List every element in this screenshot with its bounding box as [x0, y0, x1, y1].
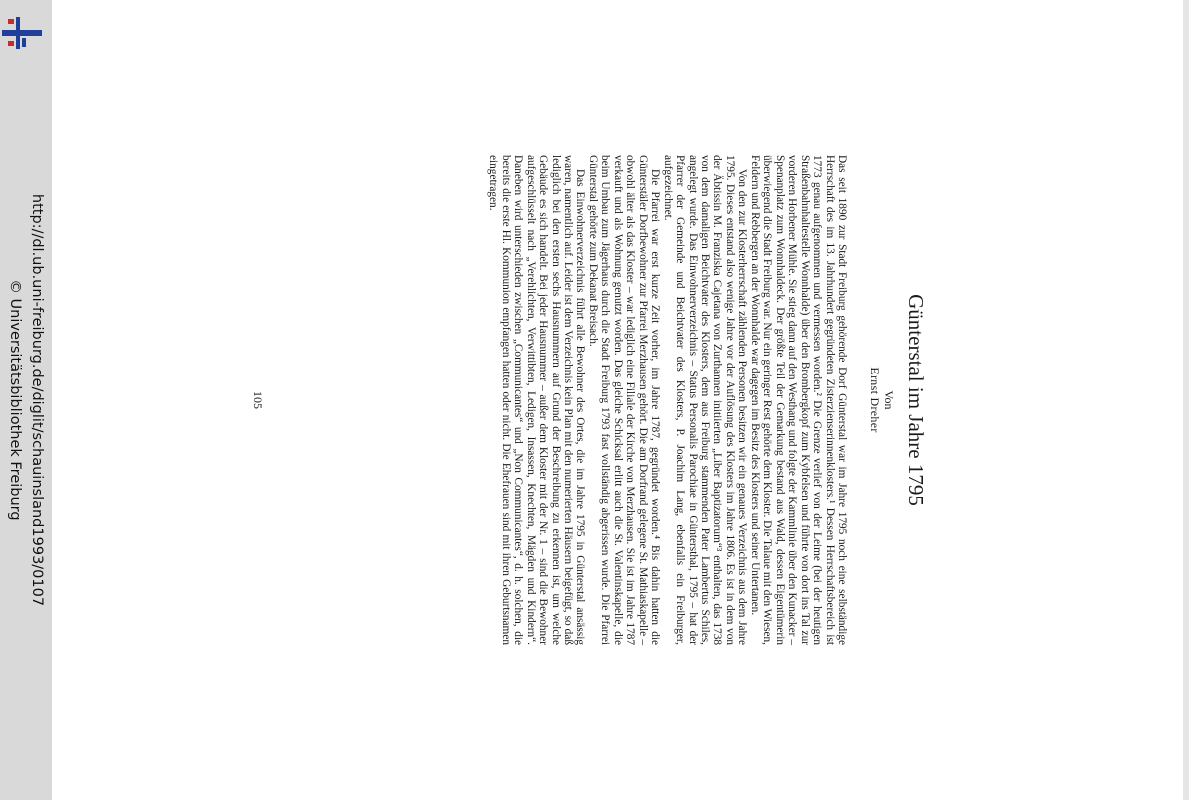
- page-number: 105: [251, 391, 265, 409]
- source-url[interactable]: http://dl.ub.uni-freiburg.de/diglit/schauinsland1993/0107: [29, 193, 45, 607]
- right-scrollbar-edge: [1183, 0, 1189, 800]
- article-title: Günterstal im Jahre 1795: [904, 294, 928, 506]
- scanned-page: [250, 155, 930, 645]
- paragraph-3: Die Pfarrei war erst kurze Zeit vorher, im Jahre 1787, gegründet worden.⁴ Bis dahin hatten die Günterstäler Dorfbewohner zur Pfarrei Merzhausen gehört. Die am Dorfrand gelegene St. Mathiaskapelle – obwohl älter als das Kloster – war lediglich eine Filiale der Kirche von Merzhausen. Sie ist im Jahre 1787 verkauft und als Wohnung genutzt worden. Das gleiche Schicksal erlitt auch die St. Valentinskapelle, die beim Umbau zum Jägerhaus durch die Stadt Freiburg 1793 fast vollständig abgerissen wurde. Die Pfarrei Günterstal gehörte zum Dekanat Breisach.: [586, 155, 662, 645]
- article-body: [487, 155, 848, 645]
- viewer-sidebar: [0, 0, 52, 800]
- sidebar-source-text: [4, 20, 48, 780]
- copyright-notice: © Universitätsbibliothek Freiburg: [7, 279, 23, 521]
- paragraph-1: Das seit 1890 zur Stadt Freiburg gehörende Dorf Günterstal war im Jahre 1795 noch eine selbständige Herrschaft des im 13. Jahrhundert gegründeten Zisterzienserinnenklosters.¹ Dessen Herrschaftsbereich ist 1773 genau aufgenommen und vermessen worden.² Die Grenze verlief von der Leime (bei der heutigen Straßenbahnhaltestelle Wonnhalde) über den Brombergkopf zum Kybfelsen und führte von dort ins Tal zur vorderen Horbener Mühle. Sie stieg dann auf den Westhang und folgte der Kammlinie über den Kunacker – Spenanplatz zum Wonnhaldeck. Der größte Teil der Gemarkung bestand aus Wald, dessen Eigentümerin überwiegend die Stadt Freiburg war. Nur ein geringer Rest gehörte dem Kloster. Die Talaue mit den Wiesen, Feldern und Rebbergen an der Wonnhalde war dagegen im Besitz des Klosters und seiner Untertanen.: [748, 155, 848, 645]
- paragraph-4: Das Einwohnerverzeichnis führt alle Bewohner des Ortes, die im Jahre 1795 in Günterstal ansässig waren, namentlich auf. Leider ist dem Verzeichnis kein Plan mit den numerierten Häusern beigefügt, so daß lediglich bei den ersten sechs Hausnummern auf Grund der Beschreibung zu erkennen ist, um welche Gebäude es sich handelt. Bei jeder Hausnummer – außer dem Kloster mit der Nr. 1 – sind die Bewohner aufgeschlüsselt nach „Verehlichten, Verwittibten, Ledigen, Insassen, Knechten, Mägden und Kindern“. Daneben wird unterschieden zwischen „Communicantes“ und „Non Communicantes“, d. h. solchen, die bereits die erste Hl. Kommunion empfangen hatten oder nicht. Die Ehefrauen sind mit ihren Geburtsnamen eingetragen.: [487, 155, 587, 645]
- byline-von: Von: [882, 390, 896, 410]
- paragraph-2: Von den zur Klosterherrschaft zählenden Personen besitzen wir ein genaues Verzeichnis aus dem Jahre 1795. Dieses entstand also wenige Jahre vor der Auflösung des Klosters im Jahre 1806. Es ist in dem von der Äbtissin M. Franziska Cajetana von Zurthannen initiierten „Liber Baptizatorum“³ enthalten, das 1738 von dem damaligen Beichtvater des Klosters, dem aus Freiburg stammenden Pater Lambertus Schiles, angelegt wurde. Das Einwohnerverzeichnis – Status Personalis Parochiae in Güntersthal, 1795 – hat der Pfarrer der Gemeinde und Beichtvater des Klosters, P. Joachim Lang, ebenfalls ein Freiburger, aufgezeichnet.: [661, 155, 749, 645]
- article-author: Ernst Dreher: [868, 367, 882, 433]
